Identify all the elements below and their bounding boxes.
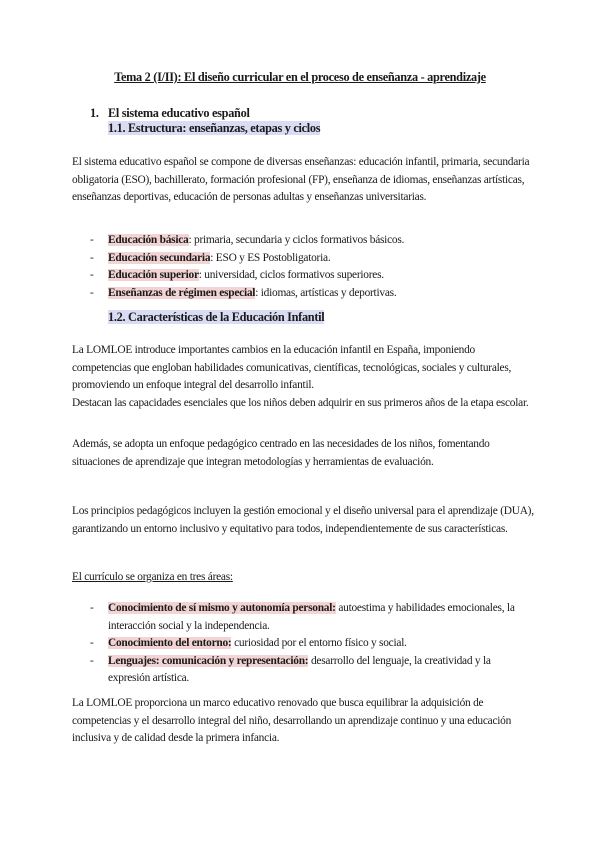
document-title: Tema 2 (I/II): El diseño curricular en el proceso de enseñanza - aprendizaje bbox=[114, 70, 486, 84]
dash-bullet: - bbox=[90, 251, 94, 264]
list-item-term: Conocimiento del entorno: bbox=[108, 637, 232, 650]
curriculum-intro: El currículo se organiza en tres áreas: bbox=[72, 571, 233, 583]
list-item-desc: autoestima y habilidades emocionales, la interacción social y la independencia. bbox=[108, 602, 515, 632]
list-item bbox=[72, 653, 534, 688]
subsection-heading-1-2 bbox=[108, 310, 324, 325]
paragraph-enfoque: Además, se adopta un enfoque pedagógico centrado en las necesidades de los niños, fomentando situaciones de aprendizaje que integran metodologías y herramientas de evaluación. bbox=[72, 438, 490, 468]
subsection-title-1-1: 1.1. Estructura: enseñanzas, etapas y ciclos bbox=[108, 121, 321, 135]
paragraph-lomloe-b: Destacan las capacidades esenciales que los niños deben adquirir en sus primeros años de la etapa escolar. bbox=[72, 396, 529, 409]
list-item bbox=[72, 232, 534, 250]
paragraph-conclusion: La LOMLOE proporciona un marco educativo renovado que busca equilibrar la adquisición de competencias y el desarrollo integral del niño, desarrollando un aprendizaje continuo y una educación inclusiva y de calidad desde la primera infancia. bbox=[72, 697, 512, 745]
subsection-title-1-2: 1.2. Características de la Educación Infantil bbox=[108, 310, 325, 324]
list-item-term: Lenguajes: comunicación y representación: bbox=[108, 654, 309, 667]
list-item-term: Educación básica bbox=[108, 234, 189, 246]
list-item-term: Conocimiento de sí mismo y autonomía personal: bbox=[108, 602, 336, 614]
list-item-desc: : ESO y ES Postobligatoria. bbox=[210, 251, 331, 264]
dash-bullet: - bbox=[90, 654, 94, 667]
list-item-term: Educación secundaria bbox=[108, 251, 211, 264]
section-title: El sistema educativo español bbox=[108, 106, 250, 120]
list-item-term: Educación superior bbox=[108, 269, 199, 282]
dash-bullet: - bbox=[90, 286, 94, 299]
paragraph-lomloe-a: La LOMLOE introduce importantes cambios en la educación infantil en España, imponiendo competencias que engloban habilidades comunicativas, científicas, tecnológicas, sociales y culturales, promoviendo un enfoque integral del desarrollo infantil. bbox=[72, 344, 512, 392]
dash-bullet: - bbox=[90, 269, 94, 282]
list-item-desc: : universidad, ciclos formativos superiores. bbox=[198, 269, 384, 282]
list-item-desc: : primaria, secundaria y ciclos formativos básicos. bbox=[188, 234, 405, 246]
list-item bbox=[72, 635, 534, 653]
list-item bbox=[72, 267, 534, 285]
paragraph-principios: Los principios pedagógicos incluyen la gestión emocional y el diseño universal para el aprendizaje (DUA), garantizando un entorno inclusivo y equitativo para todos, independientemente de sus características. bbox=[72, 505, 534, 535]
subsection-heading-1-1 bbox=[108, 121, 320, 136]
dash-bullet: - bbox=[90, 637, 94, 650]
section-number: 1. bbox=[90, 106, 99, 120]
section-heading bbox=[90, 106, 250, 121]
list-item bbox=[72, 250, 534, 268]
paragraph-lomloe bbox=[72, 342, 534, 412]
dash-bullet: - bbox=[90, 234, 94, 246]
paragraph-intro: El sistema educativo español se compone de diversas enseñanzas: educación infantil, primaria, secundaria obligatoria (ESO), bachillerato, formación profesional (FP), enseñanza de idiomas, enseñanzas artísticas, enseñanzas deportivas, educación de personas adultas y enseñanzas universitarias. bbox=[72, 156, 530, 204]
list-curriculum-areas bbox=[72, 600, 534, 688]
list-item-desc: desarrollo del lenguaje, la creatividad y la expresión artística. bbox=[108, 654, 491, 685]
list-education-types bbox=[72, 232, 534, 302]
list-item-term: Enseñanzas de régimen especial bbox=[108, 286, 256, 299]
list-item-desc: curiosidad por el entorno físico y social. bbox=[231, 637, 407, 650]
list-item bbox=[72, 600, 534, 635]
list-item bbox=[72, 285, 534, 303]
list-item-desc: : idiomas, artísticas y deportivas. bbox=[255, 286, 397, 299]
dash-bullet: - bbox=[90, 602, 94, 614]
